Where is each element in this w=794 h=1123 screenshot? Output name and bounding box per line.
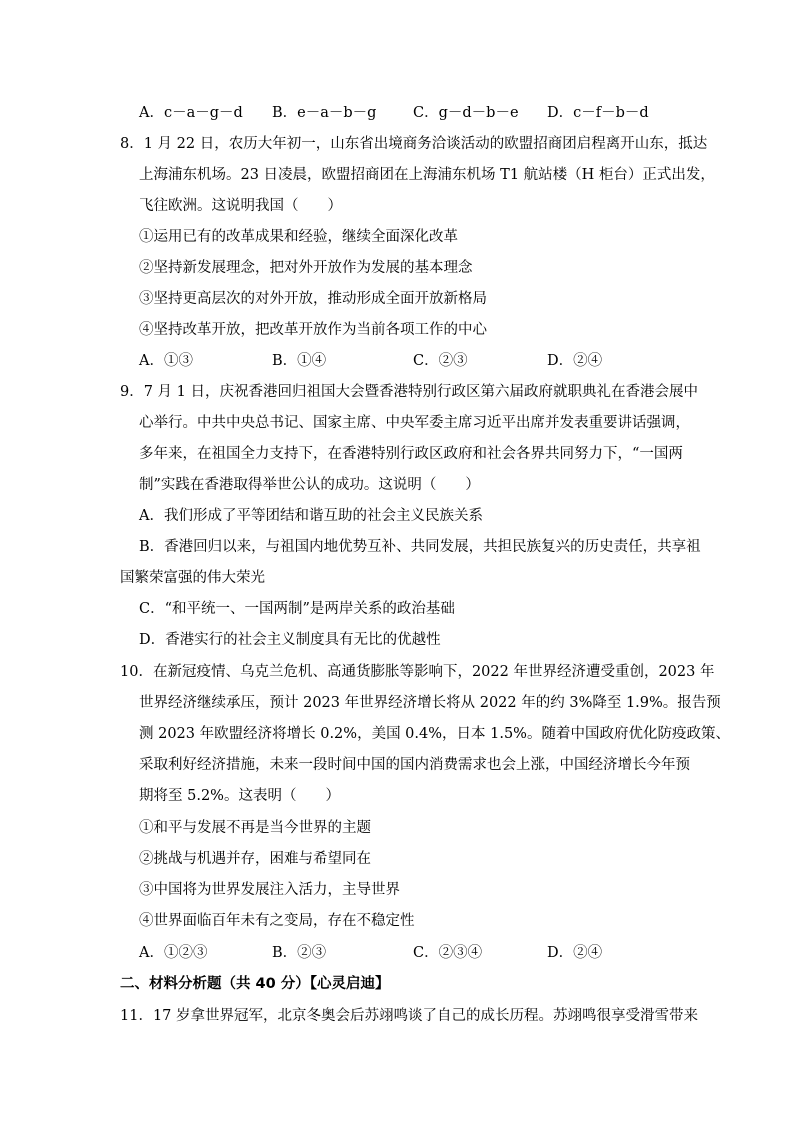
q10-stem-line-2: 世界经济继续承压，预计 2023 年世界经济增长将从 2022 年的约 3%降至 1.9%。报告预 (139, 695, 721, 711)
q9-stem-line-1: 9．7 月 1 日，庆祝香港回归祖国大会暨香港特别行政区第六届政府就职典礼在香港会展中 (120, 384, 698, 400)
q8-stem-line-3: 飞往欧洲。这说明我国（ ） (139, 198, 342, 214)
q9-option-b-line-2: 国繁荣富强的伟大荣光 (120, 570, 265, 586)
q8-option-d: D．②④ (547, 353, 603, 369)
q10-stem-line-3: 测 2023 年欧盟经济将增长 0.2%，美国 0.4%，日本 1.5%。随着中国政府优化防疫政策、 (139, 726, 730, 742)
q8-stem-line-1: 8．1 月 22 日，农历大年初一，山东省出境商务洽谈活动的欧盟招商团启程离开山东，抵达 (120, 136, 708, 152)
q9-option-a: A．我们形成了平等团结和谐互助的社会主义民族关系 (139, 508, 483, 524)
q10-option-c: C．②③④ (413, 945, 483, 961)
q9-option-c: C．“和平统一、一国两制”是两岸关系的政治基础 (139, 601, 455, 617)
q10-option-b: B．②③ (272, 945, 327, 961)
q9-option-b-line-1: B．香港回归以来，与祖国内地优势互补、共同发展，共担民族复兴的历史责任，共享祖 (139, 539, 701, 555)
q9-stem-line-3: 多年来，在祖国全力支持下，在香港特别行政区政府和社会各界共同努力下，“一国两 (139, 446, 683, 462)
q10-stem-line-4: 采取利好经济措施，未来一段时间中国的国内消费需求也会上涨，中国经济增长今年预 (139, 757, 690, 773)
q7-option-a: A．c－a－g－d (139, 105, 243, 121)
q8-item-1: ①运用已有的改革成果和经验，继续全面深化改革 (139, 229, 458, 245)
q8-item-4: ④坚持改革开放，把改革开放作为当前各项工作的中心 (139, 322, 487, 338)
q10-stem-line-1: 10．在新冠疫情、乌克兰危机、高通货膨胀等影响下，2022 年世界经济遭受重创，2023 年 (120, 664, 715, 680)
q10-item-2: ②挑战与机遇并存，困难与希望同在 (139, 851, 371, 867)
q9-stem-line-4: 制”实践在香港取得举世公认的成功。这说明（ ） (139, 477, 480, 493)
q8-item-3: ③坚持更高层次的对外开放，推动形成全面开放新格局 (139, 291, 487, 307)
section-2-heading: 二、材料分析题（共 40 分）【心灵启迪】 (120, 976, 390, 992)
q7-option-d: D．c－f－b－d (547, 105, 649, 121)
q7-option-b: B．e－a－b－g (272, 105, 377, 121)
q8-option-a: A．①③ (139, 353, 193, 369)
q10-option-d: D．②④ (547, 945, 603, 961)
q9-stem-line-2: 心举行。中共中央总书记、国家主席、中央军委主席习近平出席并发表重要讲话强调， (139, 415, 690, 431)
q9-option-d: D．香港实行的社会主义制度具有无比的优越性 (139, 632, 441, 648)
q10-item-1: ①和平与发展不再是当今世界的主题 (139, 820, 371, 836)
q10-option-a: A．①②③ (139, 945, 208, 961)
q8-option-b: B．①④ (272, 353, 327, 369)
q7-option-c: C．g－d－b－e (413, 105, 519, 121)
q10-item-4: ④世界面临百年未有之变局，存在不稳定性 (139, 913, 415, 929)
q10-item-3: ③中国将为世界发展注入活力，主导世界 (139, 882, 400, 898)
q8-option-c: C．②③ (413, 353, 468, 369)
q11-stem-line-1: 11．17 岁拿世界冠军，北京冬奥会后苏翊鸣谈了自己的成长历程。苏翊鸣很享受滑雪带来 (120, 1008, 699, 1024)
q10-stem-line-5: 期将至 5.2%。这表明（ ） (139, 788, 340, 804)
q8-item-2: ②坚持新发展理念，把对外开放作为发展的基本理念 (139, 260, 473, 276)
q8-stem-line-2: 上海浦东机场。23 日凌晨，欧盟招商团在上海浦东机场 T1 航站楼（H 柜台）正式出发， (139, 167, 715, 183)
